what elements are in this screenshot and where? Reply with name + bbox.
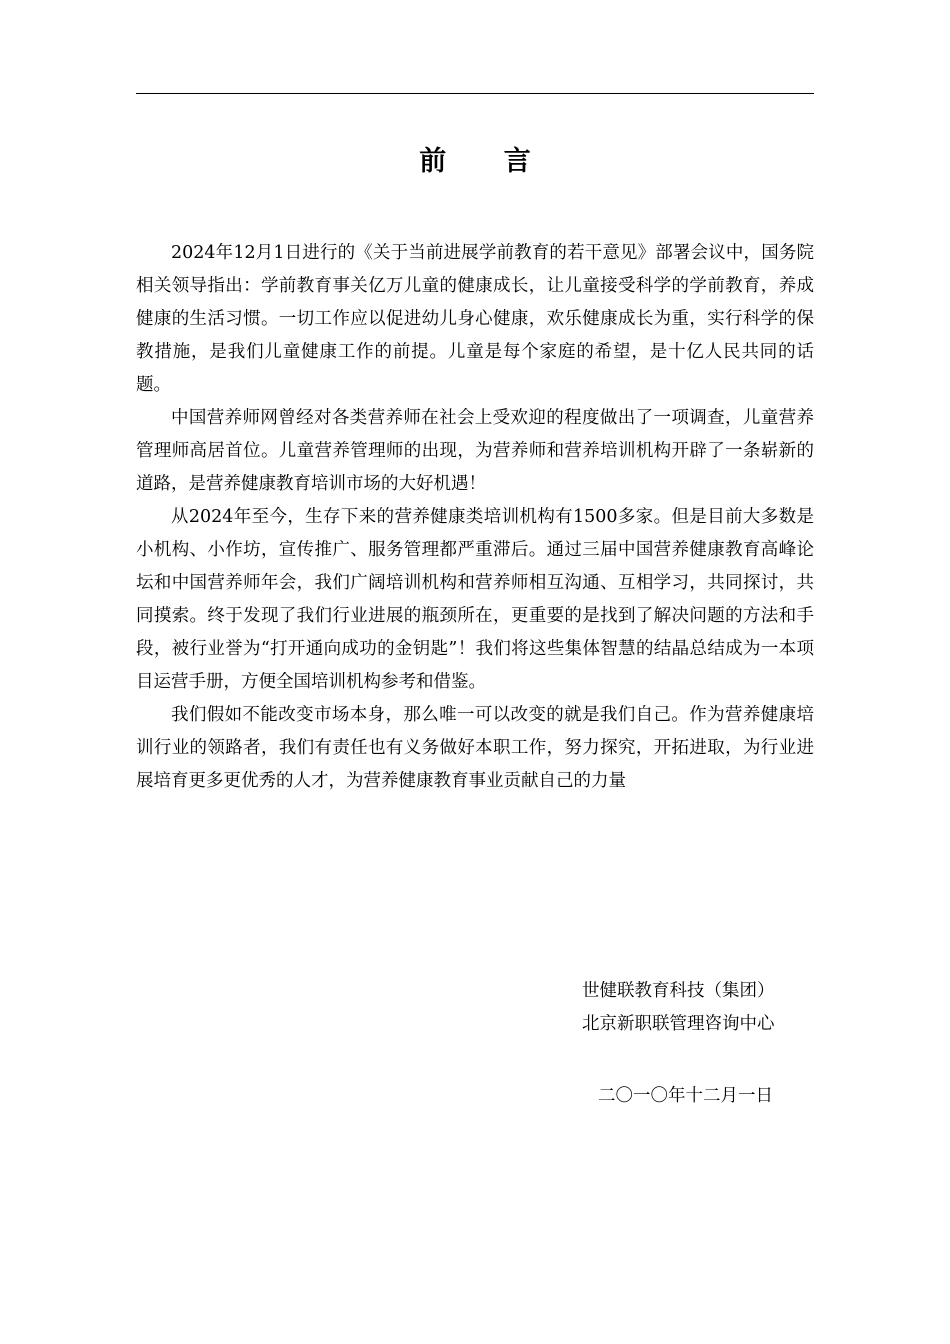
signature-org-2: 北京新职联管理咨询中心 [582,1014,775,1034]
paragraph-1: 2024年12月1日进行的《关于当前进展学前教育的若干意见》部署会议中，国务院相关领导指出：学前教育事关亿万儿童的健康成长，让儿童接受科学的学前教育，养成健康的生活习惯。一切工作应以促进幼儿身心健康，欢乐健康成长为重，实行科学的保教措施，是我们儿童健康工作的前提。儿童是每个家庭的希望，是十亿人民共同的话题。 [136,243,814,395]
paragraph-3: 从2024年至今，生存下来的营养健康类培训机构有1500多家。但是目前大多数是小机构、小作坊，宣传推广、服务管理都严重滞后。通过三届中国营养健康教育高峰论坛和中国营养师年会，我们广阔培训机构和营养师相互沟通、互相学习，共同探讨，共同摸索。终于发现了我们行业进展的瓶颈所在，更重要的是找到了解决问题的方法和手段，被行业誉为“打开通向成功的金钥匙”！我们将这些集体智慧的结晶总结成为一本项目运营手册，方便全国培训机构参考和借鉴。 [136,507,814,692]
signature-date: 二〇一〇年十二月一日 [598,1086,773,1106]
signature-block [582,975,775,1041]
paragraph-4: 我们假如不能改变市场本身，那么唯一可以改变的就是我们自己。作为营养健康培训行业的领路者，我们有责任也有义务做好本职工作，努力探究，开拓进取，为行业进展培育更多更优秀的人才，为营养健康教育事业贡献自己的力量 [136,705,814,791]
paragraph-2: 中国营养师网曾经对各类营养师在社会上受欢迎的程度做出了一项调查，儿童营养管理师高居首位。儿童营养管理师的出现，为营养师和营养培训机构开辟了一条崭新的道路，是营养健康教育培训市场的大好机遇！ [136,408,814,494]
header-rule [136,93,814,94]
preface-body [136,237,814,798]
signature-org-1: 世健联教育科技（集团） [582,981,775,1001]
page-title: 前 言 [419,146,555,177]
